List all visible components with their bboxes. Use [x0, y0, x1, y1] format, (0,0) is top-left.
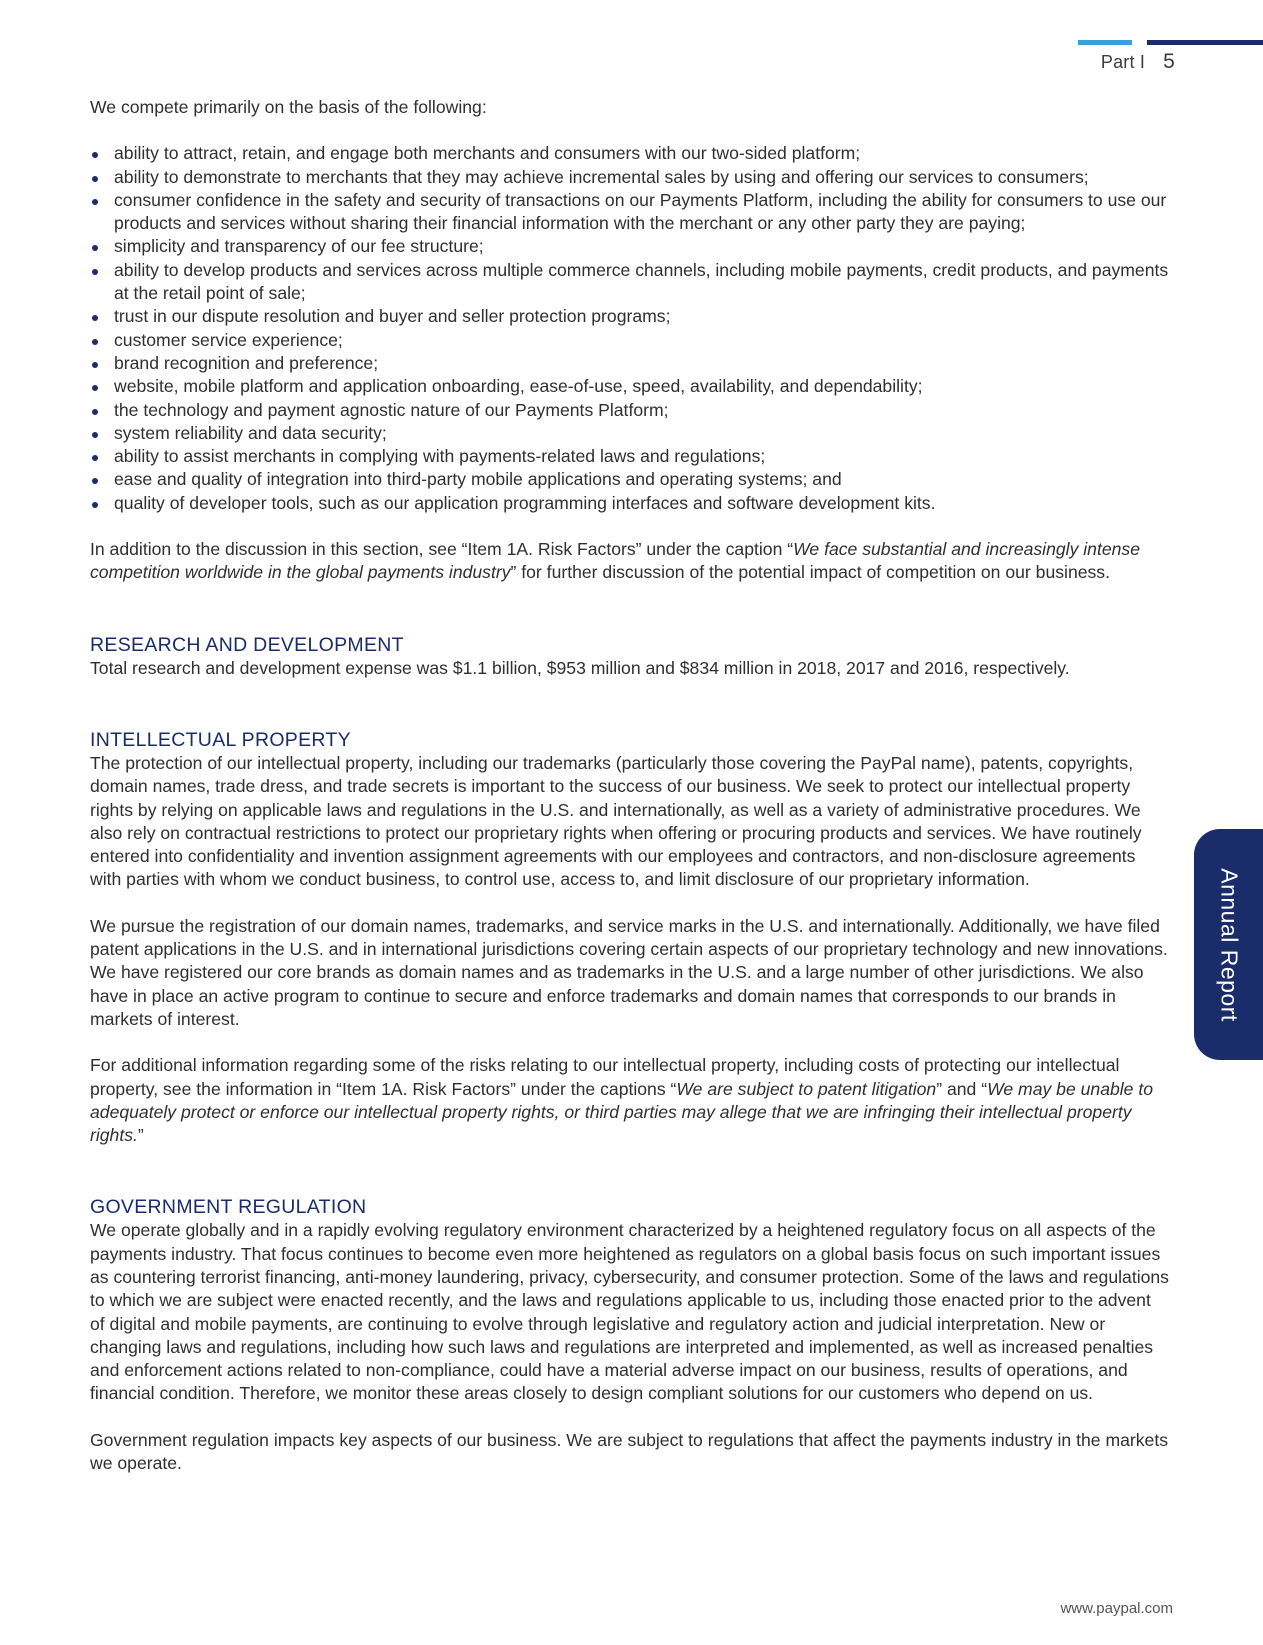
list-item: ease and quality of integration into third-party mobile applications and operating systems; and — [90, 468, 1170, 491]
risk-factor-caption: We are subject to patent litigation — [676, 1078, 937, 1099]
research-section — [90, 633, 1170, 680]
text-run: ” for further discussion of the potential impact of competition on our business. — [510, 562, 1110, 583]
competition-additional-paragraph — [90, 538, 1170, 585]
competition-list — [90, 142, 1170, 515]
footer-url: www.paypal.com — [1060, 1600, 1173, 1617]
risk-factor-caption: We face substantial and increasingly intense competition worldwide in the global payments industry — [90, 539, 1140, 583]
text-run: In addition to the discussion in this section, see “Item 1A. Risk Factors” under the caption “ — [90, 539, 794, 560]
text-run: ” — [137, 1125, 144, 1146]
list-item: ability to assist merchants in complying with payments-related laws and regulations; — [90, 445, 1170, 468]
list-item: ability to attract, retain, and engage both merchants and consumers with our two-sided platform; — [90, 142, 1170, 165]
list-item: quality of developer tools, such as our application programming interfaces and software development kits. — [90, 492, 1170, 515]
ip-paragraph-1: The protection of our intellectual property, including our trademarks (particularly those covering the PayPal name), patents, copyrights, domain names, trade dress, and trade secrets is important to the success of our business. We seek to protect our intellectual property rights by relying on applicable laws and regulations in the U.S. and internationally, as well as a variety of administrative procedures. We also rely on contractual restrictions to protect our proprietary rights when offering or procuring products and services. We have routinely entered into confidentiality and invention assignment agreements with our employees and contractors, and non-disclosure agreements with parties with whom we conduct business, to control use, access to, and limit disclosure of our proprietary information. — [90, 752, 1142, 890]
header-accent-bar-dark — [1147, 40, 1263, 45]
page-header — [1101, 50, 1175, 74]
list-item: consumer confidence in the safety and security of transactions on our Payments Platform, including the ability for consumers to use our products and services without sharing their financial information with the merchant or any other party they are paying; — [90, 189, 1170, 236]
gov-paragraph-1: We operate globally and in a rapidly evolving regulatory environment characterized by a heightened regulatory focus on all aspects of the payments industry. That focus continues to become even more heightened as regulators on a global basis focus on such important issues as countering terrorist financing, anti-money laundering, privacy, cybersecurity, and consumer protection. Some of the laws and regulations to which we are subject were enacted recently, and the laws and regulations applicable to us, including those enacted prior to the advent of digital and mobile payments, are continuing to evolve through legislative and regulatory action and judicial interpretation. New or changing laws and regulations, including how such laws and regulations are interpreted and implemented, as well as increased penalties and enforcement actions related to non-compliance, could have a material adverse impact on our business, results of operations, and financial condition. Therefore, we monitor these areas closely to design compliant solutions for our customers who depend on us. — [90, 1220, 1169, 1404]
research-paragraph: Total research and development expense was $1.1 billion, $953 million and $834 million in 2018, 2017 and 2016, respectively. — [90, 657, 1070, 678]
list-item: the technology and payment agnostic nature of our Payments Platform; — [90, 399, 1170, 422]
list-item: system reliability and data security; — [90, 422, 1170, 445]
text-run: ” and “ — [936, 1078, 988, 1099]
competition-intro: We compete primarily on the basis of the following: — [90, 97, 487, 117]
annual-report-tab — [1194, 829, 1263, 1060]
page-body — [90, 96, 1170, 1475]
annual-report-label: Annual Report — [1216, 867, 1242, 1022]
ip-heading: INTELLECTUAL PROPERTY — [90, 728, 351, 751]
list-item: ability to demonstrate to merchants that they may achieve incremental sales by using and offering our services to consumers; — [90, 166, 1170, 189]
list-item: customer service experience; — [90, 329, 1170, 352]
list-item: brand recognition and preference; — [90, 352, 1170, 375]
gov-paragraph-2: Government regulation impacts key aspects of our business. We are subject to regulations that affect the payments industry in the markets we operate. — [90, 1429, 1169, 1474]
page-number: 5 — [1163, 50, 1175, 73]
ip-section — [90, 728, 1170, 1147]
list-item: simplicity and transparency of our fee structure; — [90, 235, 1170, 258]
list-item: trust in our dispute resolution and buyer and seller protection programs; — [90, 305, 1170, 328]
text-run: For additional information regarding some of the risks relating to our intellectual property, including costs of protecting our intellectual property, see the information in “Item 1A. Risk Factors” under the captions “ — [90, 1055, 1120, 1099]
list-item: ability to develop products and services across multiple commerce channels, including mobile payments, credit products, and payments at the retail point of sale; — [90, 259, 1170, 306]
list-item: website, mobile platform and application onboarding, ease-of-use, speed, availability, and dependability; — [90, 375, 1170, 398]
part-label: Part I — [1100, 52, 1146, 72]
ip-paragraph-2: We pursue the registration of our domain names, trademarks, and service marks in the U.S. and internationally. Additionally, we have filed patent applications in the U.S. and in international jurisdictions covering certain aspects of our proprietary technology and new innovations. We have registered our core brands as domain names and as trademarks in the U.S. and a large number of other jurisdictions. We also have in place an active program to continue to secure and enforce trademarks and domain names that corresponds to our brands in markets of interest. — [90, 915, 1168, 1029]
gov-heading: GOVERNMENT REGULATION — [90, 1196, 367, 1219]
ip-paragraph-3 — [90, 1054, 1170, 1147]
header-accent-bar-light — [1078, 40, 1132, 45]
research-heading: RESEARCH AND DEVELOPMENT — [90, 633, 404, 656]
gov-section — [90, 1195, 1170, 1475]
risk-factor-caption: We may be unable to adequately protect or enforce our intellectual property rights, or third parties may allege that we are infringing their intellectual property rights. — [90, 1078, 1154, 1146]
